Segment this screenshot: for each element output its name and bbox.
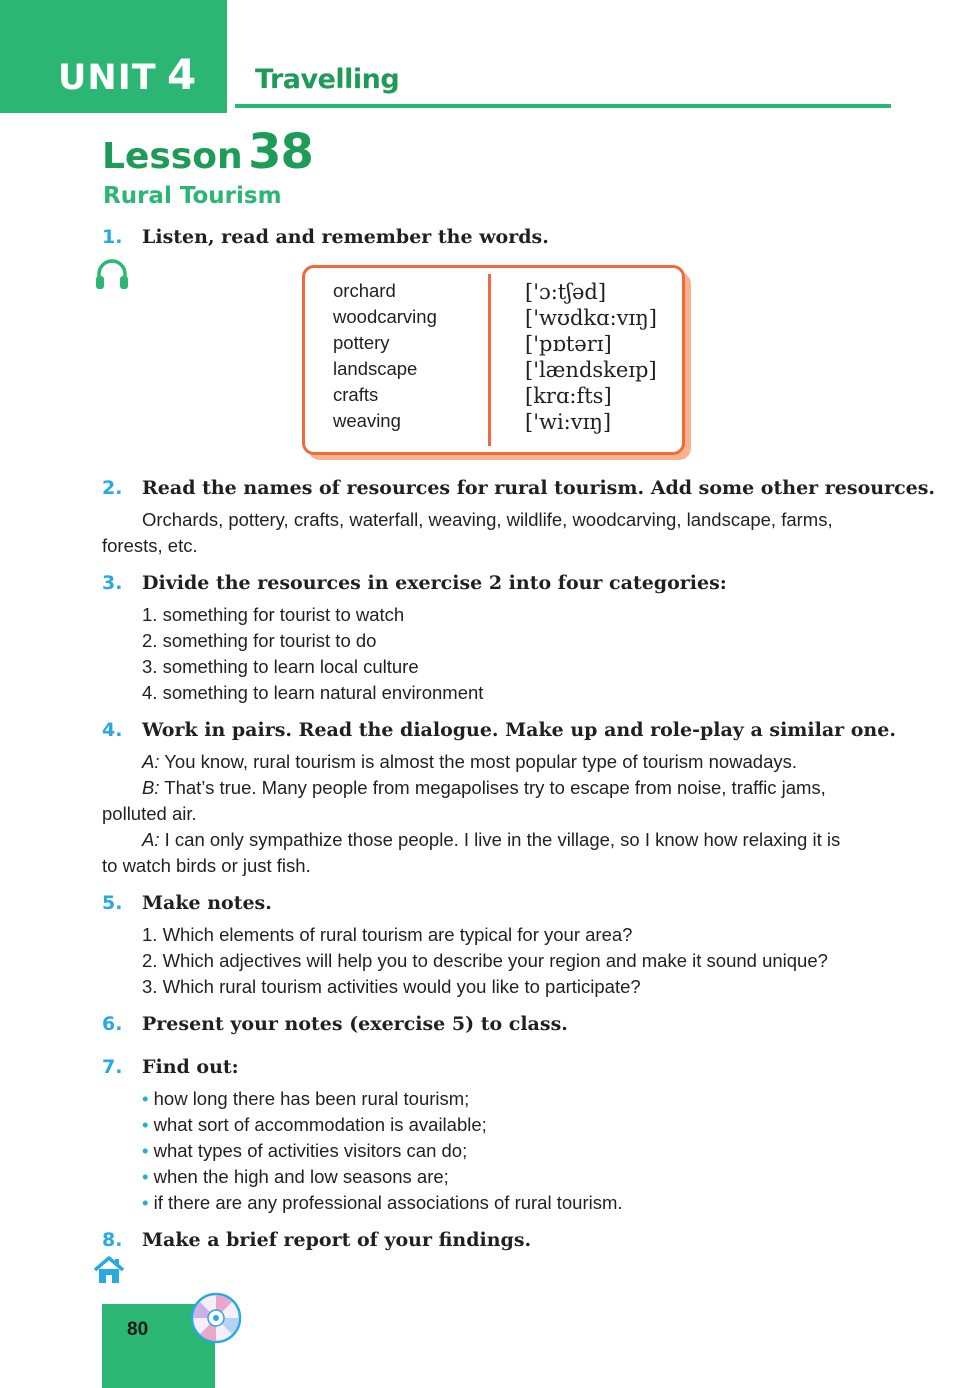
list-item-text: how long there has been rural tourism; [148, 1088, 470, 1109]
dialogue-text: to watch birds or just fish. [102, 855, 311, 876]
bullet-icon: • [142, 1192, 149, 1213]
list-item-text: when the high and low seasons are; [148, 1166, 449, 1187]
vocab-word: pottery [333, 332, 390, 353]
list-item: 2. something for tourist to do [142, 630, 377, 651]
exercise-4-number: 4. [102, 719, 123, 741]
dialogue-line [142, 827, 840, 853]
vocab-word: landscape [333, 358, 418, 379]
vocab-transcription: ['wʊdkɑ:vɪŋ] [525, 306, 657, 330]
exercise-8-number: 8. [102, 1229, 123, 1251]
vocab-box [302, 265, 685, 455]
vocab-transcription: ['ɔ:tʃəd] [525, 280, 607, 304]
list-item: 1. Which elements of rural tourism are typical for your area? [142, 924, 633, 945]
list-item: 4. something to learn natural environment [142, 682, 484, 703]
lesson-title [102, 124, 313, 180]
vocab-word: woodcarving [333, 306, 437, 327]
dialogue-text: polluted air. [102, 803, 197, 824]
bullet-icon: • [142, 1140, 149, 1161]
exercise-4-heading: Work in pairs. Read the dialogue. Make up and role-play a similar one. [142, 719, 896, 741]
cd-disc-icon[interactable] [190, 1292, 242, 1344]
lesson-label: Lesson [102, 136, 243, 177]
dialogue-text: You know, rural tourism is almost the most popular type of tourism nowadays. [159, 751, 798, 772]
exercise-3-heading: Divide the resources in exercise 2 into four categories: [142, 572, 727, 594]
vocab-transcription: ['lændskeɪp] [525, 358, 657, 382]
bullet-icon: • [142, 1166, 149, 1187]
bullet-icon: • [142, 1114, 149, 1135]
list-item-text: what types of activities visitors can do; [148, 1140, 468, 1161]
exercise-6-heading: Present your notes (exercise 5) to class. [142, 1013, 568, 1035]
lesson-number: 38 [248, 124, 313, 180]
exercise-1-heading: Listen, read and remember the words. [142, 226, 549, 248]
vocab-transcription: ['pɒtərɪ] [525, 332, 612, 356]
list-item-text: what sort of accommodation is available; [148, 1114, 487, 1135]
dialogue-text: I can only sympathize those people. I live in the village, so I know how relaxing it is [159, 829, 841, 850]
vocab-word: orchard [333, 280, 396, 301]
vocab-word: crafts [333, 384, 379, 405]
unit-label: UNIT [58, 58, 157, 98]
dialogue-line [142, 775, 826, 801]
vocab-transcription: [krɑ:fts] [525, 384, 612, 408]
vocab-divider [488, 274, 491, 446]
exercise-2-text: forests, etc. [102, 535, 198, 556]
exercise-8-heading: Make a brief report of your findings. [142, 1229, 532, 1251]
dialogue-text: That’s true. Many people from megapolises try to escape from noise, traffic jams, [159, 777, 826, 798]
house-icon [92, 1255, 126, 1285]
list-item: 3. something to learn local culture [142, 656, 419, 677]
page-number: 80 [127, 1319, 149, 1340]
exercise-5-number: 5. [102, 892, 123, 914]
list-item: 3. Which rural tourism activities would you like to participate? [142, 976, 641, 997]
lesson-subtitle: Rural Tourism [103, 183, 282, 209]
exercise-2-heading: Read the names of resources for rural tourism. Add some other resources. [142, 477, 936, 499]
list-item [142, 1190, 623, 1216]
speaker-label: B: [142, 777, 160, 798]
list-item [142, 1112, 487, 1138]
vocab-transcription: ['wi:vɪŋ] [525, 410, 612, 434]
dialogue-line [142, 749, 797, 775]
list-item [142, 1086, 469, 1112]
list-item: 2. Which adjectives will help you to describe your region and make it sound unique? [142, 950, 828, 971]
list-item [142, 1138, 467, 1164]
speaker-label: A: [142, 829, 160, 850]
unit-banner [0, 0, 227, 113]
exercise-7-number: 7. [102, 1056, 123, 1078]
list-item-text: if there are any professional associations of rural tourism. [148, 1192, 623, 1213]
exercise-6-number: 6. [102, 1013, 123, 1035]
speaker-label: A: [142, 751, 160, 772]
exercise-2-number: 2. [102, 477, 123, 499]
vocab-word: weaving [333, 410, 401, 431]
exercise-2-text: Orchards, pottery, crafts, waterfall, weaving, wildlife, woodcarving, landscape, farms, [142, 509, 833, 530]
headphones-icon[interactable] [94, 259, 130, 291]
exercise-5-heading: Make notes. [142, 892, 272, 914]
exercise-1-number: 1. [102, 226, 123, 248]
unit-title: Travelling [255, 64, 400, 95]
header-rule [235, 104, 891, 108]
exercise-3-number: 3. [102, 572, 123, 594]
list-item: 1. something for tourist to watch [142, 604, 405, 625]
unit-number: 4 [167, 50, 197, 99]
list-item [142, 1164, 449, 1190]
exercise-7-heading: Find out: [142, 1056, 239, 1078]
bullet-icon: • [142, 1088, 149, 1109]
